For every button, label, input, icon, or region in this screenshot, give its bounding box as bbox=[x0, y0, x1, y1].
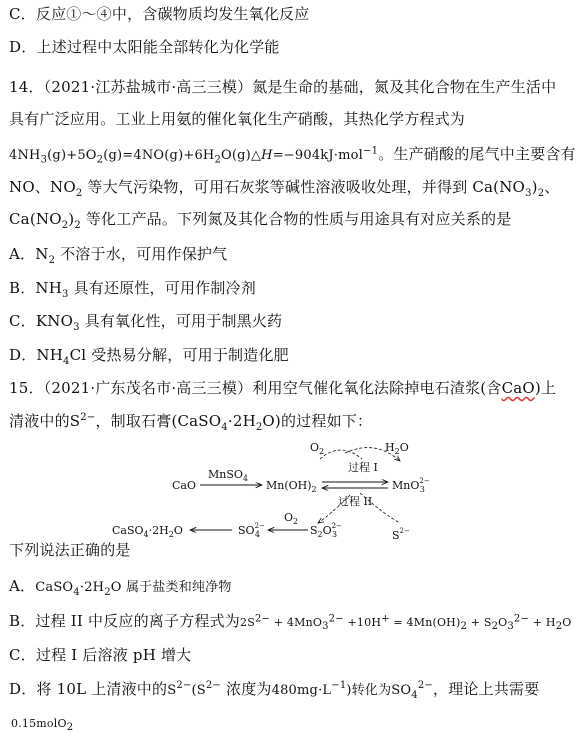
q14-option-b: B．$NH_3$ 具有还原性，可用作制冷剂 bbox=[9, 279, 256, 300]
q15-option-c: C．过程 I 后溶液 pH 增大 bbox=[9, 646, 192, 664]
o2-mid-label: $O_2$ bbox=[284, 511, 299, 526]
cao-label: CaO bbox=[172, 479, 196, 492]
q14-option-c: C．$KNO_3$ 具有氧化性，可用于制黑火药 bbox=[9, 312, 283, 333]
option-c-prev: C．反应①～④中，含碳物质均发生氧化反应 bbox=[9, 5, 310, 23]
q15-option-d-continued: 0.15molO$_2$ bbox=[11, 717, 74, 734]
o2-in-curve bbox=[320, 450, 362, 459]
so4-label: $SO^{2-}$ 4 bbox=[238, 522, 265, 539]
q14-option-d: D．$NH_4Cl$ 受热易分解，可用于制造化肥 bbox=[9, 346, 289, 367]
h2o-top-label: $H_2O$ bbox=[385, 441, 409, 456]
caso4-label: $CaSO_4\cdot 2H_2O$ bbox=[112, 524, 183, 539]
q14-option-a: A．$N_2$ 不溶于水，可用作保护气 bbox=[9, 245, 228, 266]
mnoh2-label: $Mn(OH)_2$ bbox=[266, 479, 317, 494]
s2o3-out-curve bbox=[318, 495, 350, 523]
q14-line4: NO、$NO_2$ 等大气污染物，可用石灰浆等碱性溶液吸收处理，并得到 $Ca(NO_3)_2$、 bbox=[9, 178, 560, 199]
q15-option-a: A．$CaSO_4\cdot 2H_2O$ 属于盐类和纯净物 bbox=[9, 577, 232, 598]
process-2-label: 过程 II bbox=[338, 495, 373, 508]
q14-line1: 14．（2021·江苏盐城市·高三三模）氮是生命的基础，氮及其化合物在生产生活中 bbox=[9, 78, 557, 96]
option-d-prev: D．上述过程中太阳能全部转化为化学能 bbox=[9, 38, 280, 56]
q15-line2: 清液中的$S^{2-}$，制取石膏$(CaSO_4\cdot 2H_2O)$的过程如下： bbox=[9, 412, 373, 433]
process-1-label: 过程 I bbox=[348, 461, 378, 474]
o2-top-label: $O_2$ bbox=[310, 441, 325, 456]
s-ion-label: $S^{2-}$ bbox=[392, 527, 410, 542]
mnso4-label: MnSO$_4$ bbox=[208, 468, 248, 483]
q14-line5: $Ca(NO_2)_2$ 等化工产品。下列氮及其化合物的性质与用途具有对应关系的是 bbox=[9, 210, 512, 231]
q15-prompt: 下列说法正确的是 bbox=[9, 541, 131, 559]
s2o3-label: $S_2O^{2-}$ 3 bbox=[310, 522, 342, 539]
q14-equation: $4NH_3(g)+5O_2(g)=4NO(g)+6H_2O(g)\triangle H=-904kJ\cdot mol^{-1}$。生产硝酸的尾气中主要含有 bbox=[9, 145, 576, 166]
mno3-label: MnO$^{2-}$ 3 bbox=[392, 477, 430, 494]
q15-option-b: B．过程 II 中反应的离子方程式为$2S^{2-} + 4MnO_3^{2-} +10H^+ = 4Mn(OH)_2 + S_2O_3^{2-} + H_2O$ bbox=[9, 612, 572, 633]
q15-option-d: D．将 10L 上清液中的$S^{2-}(S^{2-}$ 浓度为$480mg\cdot L^{-1}$)转化为$SO_4^{2-}$，理论上共需要 bbox=[9, 680, 540, 701]
q15-line1: 15．（2021·广东茂名市·高三三模）利用空气催化氧化法除掉电石渣浆(含CaO)上 bbox=[9, 379, 557, 397]
process-diagram bbox=[112, 433, 430, 543]
q14-line2: 具有广泛应用。工业上用氨的催化氧化生产硝酸，其热化学方程式为 bbox=[9, 110, 466, 128]
